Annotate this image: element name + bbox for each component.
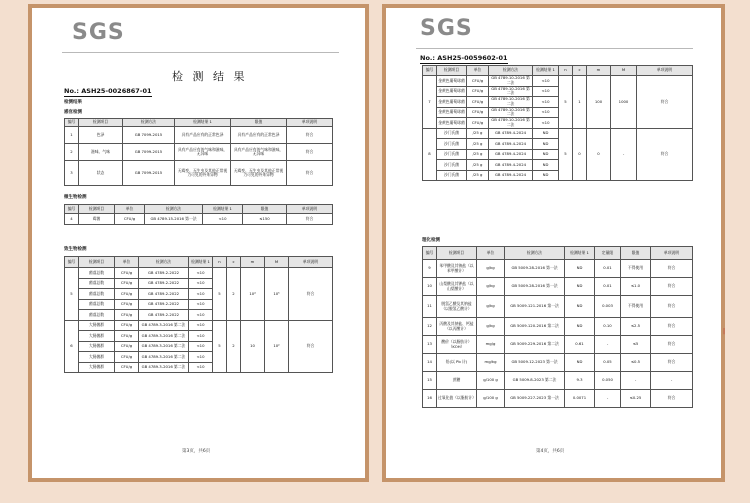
table-cell: CFU/g <box>467 86 489 97</box>
table-cell: 无霉变、无生虫及其他正常视力可见的外来异物 <box>231 161 287 186</box>
table-cell: CFU/g <box>115 341 139 352</box>
table-cell: 符合 <box>637 76 693 129</box>
table-cell: 0.05 <box>595 354 621 372</box>
table-cell: <10 <box>189 289 213 300</box>
table-cell: 0 <box>573 128 587 181</box>
table-cell: 符合 <box>651 336 693 354</box>
table-cell: 16 <box>423 390 437 408</box>
table-cell: <10 <box>533 118 559 129</box>
table-cell: 符合 <box>651 354 693 372</box>
table-cell: GB 4789.10-2016 第二法 <box>489 76 533 87</box>
table-cell: ≤0.25 <box>621 390 651 408</box>
table-row <box>65 268 333 279</box>
table-cell: <10 <box>189 331 213 342</box>
table-cell: g/100 g <box>477 390 505 408</box>
table-cell: <10 <box>189 352 213 363</box>
column-header: 单位 <box>115 205 145 214</box>
table-cell: ND <box>565 260 595 278</box>
table-cell: 不得使用 <box>621 260 651 278</box>
table-cell: <10 <box>189 320 213 331</box>
column-header: 编号 <box>65 257 79 268</box>
chemical-rows <box>423 260 693 408</box>
table-cell: 丙酸及其钠盐、钙盐（以丙酸计） <box>437 318 477 336</box>
table-cell: 5 <box>559 128 573 181</box>
table-cell: 酸价（以脂肪计）（KOH） <box>437 336 477 354</box>
column-header: M <box>611 66 637 76</box>
table-cell: 0.003 <box>595 296 621 318</box>
table-cell: CFU/g <box>115 352 139 363</box>
left-document-page <box>32 8 365 478</box>
table-cell: GB 4789.4-2024 <box>489 170 533 181</box>
table-cell: 金黄色葡萄球菌 <box>437 107 467 118</box>
table-cell: 10 <box>241 320 265 373</box>
table-cell: 5 <box>65 268 79 321</box>
table-header-row <box>65 205 333 214</box>
table-row <box>423 372 693 390</box>
table-cell: 金黄色葡萄球菌 <box>437 97 467 108</box>
table-cell: 11 <box>423 296 437 318</box>
table-cell: 大肠菌群 <box>79 362 115 373</box>
table-header-row <box>65 257 333 268</box>
table-cell: ≤150 <box>243 214 287 225</box>
column-header: 单位 <box>115 257 139 268</box>
table-cell: <10 <box>189 362 213 373</box>
column-header: 检测方法 <box>505 247 565 260</box>
margin-mark: | <box>723 328 726 335</box>
table-cell: 符合 <box>287 127 333 144</box>
column-header: n <box>559 66 573 76</box>
column-header: 限值 <box>621 247 651 260</box>
column-header: 编号 <box>423 247 437 260</box>
table-cell: 0.0071 <box>565 390 595 408</box>
table-cell: CFU/g <box>115 299 139 310</box>
table-row <box>423 354 693 372</box>
column-header: 检测结果 1 <box>189 257 213 268</box>
table-cell: 无霉变、无生虫及其他正常视力可见的外来异物 <box>175 161 231 186</box>
table-cell: 7 <box>423 76 437 129</box>
table-cell: <10 <box>533 107 559 118</box>
table-header-row <box>423 66 693 76</box>
table-cell: ND <box>533 160 559 171</box>
table-cell: 符合 <box>651 390 693 408</box>
chemical-table <box>422 246 693 408</box>
table-cell: CFU/g <box>115 214 145 225</box>
table-cell: 1 <box>65 127 79 144</box>
mold-table <box>64 204 333 225</box>
table-cell: GB 4789.4-2024 <box>489 149 533 160</box>
table-header-row <box>423 247 693 260</box>
column-header: 检测方法 <box>145 205 203 214</box>
table-row <box>65 127 333 144</box>
table-cell: <10 <box>189 268 213 279</box>
table-cell: GB 4789.3-2016 第二法 <box>139 320 189 331</box>
table-cell: CFU/g <box>467 107 489 118</box>
table-cell: GB 4789.4-2024 <box>489 128 533 139</box>
table-cell: GB 5009.227-2023 第一法 <box>505 390 565 408</box>
column-header: 检测项目 <box>79 205 115 214</box>
table-cell: ND <box>565 296 595 318</box>
table-cell: 12 <box>423 318 437 336</box>
table-cell: mg/g <box>477 336 505 354</box>
table-cell: - <box>595 336 621 354</box>
column-header: 检测方法 <box>139 257 189 268</box>
table-cell: ND <box>533 170 559 181</box>
table-cell: CFU/g <box>115 320 139 331</box>
table-cell: GB 5009.12-2023 第一法 <box>505 354 565 372</box>
table-cell: GB 5009.120-2016 第二法 <box>505 318 565 336</box>
table-cell: 6 <box>65 320 79 373</box>
microbe-table-left <box>64 256 333 373</box>
page-number: 第3页，共6页 <box>182 449 211 454</box>
table-group <box>423 128 693 181</box>
table-cell: 大肠菌群 <box>79 331 115 342</box>
table-cell: 色泽 <box>79 127 123 144</box>
table-row <box>423 278 693 296</box>
column-header: 检测方法 <box>123 119 175 127</box>
table-cell: ≤1.0 <box>621 278 651 296</box>
table-cell: <10 <box>533 86 559 97</box>
column-header: 编号 <box>65 119 79 127</box>
table-cell: 符合 <box>651 278 693 296</box>
table-header-row <box>65 119 333 127</box>
column-header: m <box>241 257 265 268</box>
sgs-logo: SGS <box>420 16 473 41</box>
section-label: 检测结果 <box>64 100 82 105</box>
column-header: 单项说明 <box>287 119 333 127</box>
table-cell: <10 <box>189 310 213 321</box>
table-cell: g/kg <box>477 260 505 278</box>
table-row <box>65 214 333 225</box>
table-cell: GB 7099-2015 <box>123 161 175 186</box>
table-cell: 符合 <box>287 161 333 186</box>
table-cell: 符合 <box>651 296 693 318</box>
table-cell: 菌落总数 <box>79 310 115 321</box>
table-cell: 沙门氏菌 <box>437 149 467 160</box>
table-cell: 4 <box>65 214 79 225</box>
table-cell: /25 g <box>467 139 489 150</box>
table-cell: 山梨酸及其钾盐（以山梨酸计） <box>437 278 477 296</box>
column-header: 单项说明 <box>287 205 333 214</box>
table-cell: g/kg <box>477 318 505 336</box>
table-cell: CFU/g <box>467 76 489 87</box>
table-cell: 金黄色葡萄球菌 <box>437 86 467 97</box>
header-divider <box>416 48 693 49</box>
table-cell: ND <box>533 149 559 160</box>
table-cell: g/100 g <box>477 372 505 390</box>
table-cell: 沙门氏菌 <box>437 170 467 181</box>
column-header: 检测项目 <box>79 119 123 127</box>
table-cell: CFU/g <box>115 289 139 300</box>
section-label: 微生物检测 <box>64 195 87 200</box>
table-row <box>423 76 693 87</box>
column-header: 定量限 <box>595 247 621 260</box>
table-cell: 苯甲酸及其钠盐（以苯甲酸计） <box>437 260 477 278</box>
table-cell: - <box>611 128 637 181</box>
table-cell: 具有产品应有的气味和滋味，无异味 <box>175 144 231 161</box>
table-cell: 2 <box>65 144 79 161</box>
table-cell: 符合 <box>651 260 693 278</box>
column-header: 限值 <box>231 119 287 127</box>
table-cell: 100 <box>587 76 611 129</box>
table-cell: /25 g <box>467 170 489 181</box>
table-cell: 0 <box>587 128 611 181</box>
table-cell: 2 <box>227 268 241 321</box>
table-cell: GB 4789.2-2022 <box>139 299 189 310</box>
table-cell: 9 <box>423 260 437 278</box>
table-cell: 金黄色葡萄球菌 <box>437 118 467 129</box>
column-header: c <box>227 257 241 268</box>
table-cell: ≤5 <box>621 336 651 354</box>
table-cell: GB 4789.2-2022 <box>139 268 189 279</box>
table-cell: 8 <box>423 128 437 181</box>
column-header: 检测项目 <box>79 257 115 268</box>
table-cell: 5 <box>213 268 227 321</box>
table-cell: 14 <box>423 354 437 372</box>
table-cell: GB 4789.4-2024 <box>489 160 533 171</box>
table-cell: <10 <box>533 76 559 87</box>
table-row <box>423 336 693 354</box>
table-cell: 符合 <box>651 318 693 336</box>
table-row <box>423 296 693 318</box>
table-cell: GB 5009.229-2016 第二法 <box>505 336 565 354</box>
table-cell: 符合 <box>287 144 333 161</box>
table-cell: 铅(以 Pb 计) <box>437 354 477 372</box>
table-cell: 符合 <box>637 128 693 181</box>
table-cell: 大肠菌群 <box>79 341 115 352</box>
column-header: 检测结果 1 <box>533 66 559 76</box>
table-cell: 符合 <box>289 268 333 321</box>
table-cell: 1 <box>573 76 587 129</box>
column-header: m <box>587 66 611 76</box>
column-header: 单项说明 <box>289 257 333 268</box>
report-number: No.: ASH25-0026867-01 <box>64 87 152 95</box>
column-header: 编号 <box>65 205 79 214</box>
table-cell: CFU/g <box>467 97 489 108</box>
table-cell: GB 5009.8-2023 第二法 <box>505 372 565 390</box>
table-cell: GB 5009.121-2016 第一法 <box>505 296 565 318</box>
table-cell: GB 4789.3-2016 第二法 <box>139 341 189 352</box>
table-cell: GB 4789.3-2016 第二法 <box>139 362 189 373</box>
table-cell: <10 <box>533 97 559 108</box>
table-cell: GB 4789.10-2016 第二法 <box>489 86 533 97</box>
table-cell: 过氧化值（以脂肪计） <box>437 390 477 408</box>
table-cell: GB 7099-2015 <box>123 127 175 144</box>
table-row <box>423 390 693 408</box>
table-cell: GB 4789.10-2016 第二法 <box>489 97 533 108</box>
table-cell: 沙门氏菌 <box>437 139 467 150</box>
sgs-logo: SGS <box>72 20 125 45</box>
table-cell: 15 <box>423 372 437 390</box>
table-cell: 9.3 <box>565 372 595 390</box>
table-cell: CFU/g <box>467 118 489 129</box>
page-title: 检 测 结 果 <box>172 70 248 83</box>
table-cell: ND <box>533 139 559 150</box>
column-header: 检测项目 <box>437 247 477 260</box>
column-header: 限值 <box>243 205 287 214</box>
table-cell: GB 4789.10-2016 第二法 <box>489 118 533 129</box>
table-row <box>65 161 333 186</box>
table-cell: GB 5009.28-2016 第一法 <box>505 278 565 296</box>
sensory-table <box>64 118 333 186</box>
table-cell: 具有产品应有的正常色泽 <box>231 127 287 144</box>
table-row <box>65 320 333 331</box>
table-cell: 大肠菌群 <box>79 352 115 363</box>
table-cell: 5 <box>559 76 573 129</box>
column-header: 检测方法 <box>489 66 533 76</box>
table-cell: GB 4789.15-2016 第一法 <box>145 214 203 225</box>
table-cell: GB 4789.10-2016 第二法 <box>489 107 533 118</box>
table-cell: 1000 <box>611 76 637 129</box>
table-cell: CFU/g <box>115 278 139 289</box>
column-header: 单项说明 <box>651 247 693 260</box>
table-cell: GB 4789.4-2024 <box>489 139 533 150</box>
table-cell: <10 <box>189 299 213 310</box>
table-row <box>423 318 693 336</box>
table-cell: /25 g <box>467 160 489 171</box>
table-cell: GB 4789.3-2016 第二法 <box>139 331 189 342</box>
table-cell: 不得使用 <box>621 296 651 318</box>
table-cell: CFU/g <box>115 331 139 342</box>
column-header: 单位 <box>477 247 505 260</box>
table-cell: /25 g <box>467 149 489 160</box>
table-cell: 符合 <box>289 320 333 373</box>
table-cell: 菌落总数 <box>79 268 115 279</box>
column-header: 单位 <box>467 66 489 76</box>
table-cell: 沙门氏菌 <box>437 160 467 171</box>
table-group <box>65 320 333 373</box>
column-header: n <box>213 257 227 268</box>
table-cell: GB 4789.2-2022 <box>139 289 189 300</box>
table-cell: 脱氢乙酸及其钠盐（以脱氢乙酸计） <box>437 296 477 318</box>
table-cell: /25 g <box>467 128 489 139</box>
column-header: M <box>265 257 289 268</box>
table-cell: ND <box>565 278 595 296</box>
report-number: No.: ASH25-0059602-01 <box>420 54 508 62</box>
header-divider <box>62 52 339 53</box>
table-cell: CFU/g <box>115 310 139 321</box>
table-cell: 0.61 <box>565 336 595 354</box>
column-header: 检测结果 1 <box>565 247 595 260</box>
table-row <box>423 128 693 139</box>
table-cell: ND <box>565 354 595 372</box>
table-cell: 菌落总数 <box>79 299 115 310</box>
table-row <box>65 144 333 161</box>
table-cell: ND <box>533 128 559 139</box>
table-cell: 蔗糖 <box>437 372 477 390</box>
right-document-frame <box>382 4 725 482</box>
microbe-table-right <box>422 65 693 181</box>
table-cell: 3 <box>65 161 79 186</box>
column-header: 单项说明 <box>637 66 693 76</box>
table-cell: 沙门氏菌 <box>437 128 467 139</box>
table-cell: <10 <box>203 214 243 225</box>
table-cell: ≤2.5 <box>621 318 651 336</box>
table-cell: 具有产品应有的正常色泽 <box>175 127 231 144</box>
table-cell: 状态 <box>79 161 123 186</box>
table-cell: ND <box>565 318 595 336</box>
table-cell: GB 7099-2015 <box>123 144 175 161</box>
page-number: 第4页，共6页 <box>536 449 565 454</box>
right-document-page <box>386 8 726 478</box>
table-group <box>423 76 693 129</box>
table-cell: mg/kg <box>477 354 505 372</box>
table-cell: 菌落总数 <box>79 289 115 300</box>
table-cell: - <box>595 390 621 408</box>
table-cell: 13 <box>423 336 437 354</box>
section-label: 感官检测 <box>64 110 82 115</box>
table-cell: 大肠菌群 <box>79 320 115 331</box>
table-cell: 0.01 <box>595 278 621 296</box>
column-header: 编号 <box>423 66 437 76</box>
table-cell: GB 4789.2-2022 <box>139 278 189 289</box>
table-cell: 0.050 <box>595 372 621 390</box>
table-cell: GB 4789.2-2022 <box>139 310 189 321</box>
table-cell: CFU/g <box>115 362 139 373</box>
table-cell: 10⁴ <box>241 268 265 321</box>
table-cell: - <box>621 372 651 390</box>
table-cell: 10² <box>265 320 289 373</box>
table-cell: 2 <box>227 320 241 373</box>
column-header: 检测结果 1 <box>203 205 243 214</box>
section-label: 理化检测 <box>422 238 440 243</box>
table-cell: 0.10 <box>595 318 621 336</box>
table-cell: GB 5009.28-2016 第一法 <box>505 260 565 278</box>
table-row <box>423 260 693 278</box>
table-cell: g/kg <box>477 296 505 318</box>
column-header: 检测项目 <box>437 66 467 76</box>
table-cell: g/kg <box>477 278 505 296</box>
table-cell: ≤0.5 <box>621 354 651 372</box>
table-cell: 符合 <box>287 214 333 225</box>
table-cell: <10 <box>189 278 213 289</box>
table-cell: 5 <box>213 320 227 373</box>
table-cell: 菌落总数 <box>79 278 115 289</box>
table-cell: - <box>651 372 693 390</box>
section-label: 致生物检测 <box>64 247 87 252</box>
table-cell: <10 <box>189 341 213 352</box>
table-cell: GB 4789.3-2016 第二法 <box>139 352 189 363</box>
table-cell: 霉菌 <box>79 214 115 225</box>
column-header: c <box>573 66 587 76</box>
table-cell: 滋味、气味 <box>79 144 123 161</box>
table-cell: 金黄色葡萄球菌 <box>437 76 467 87</box>
column-header: 检测结果 1 <box>175 119 231 127</box>
table-group <box>65 268 333 321</box>
table-cell: 10 <box>423 278 437 296</box>
table-cell: 0.01 <box>595 260 621 278</box>
table-cell: 具有产品应有的气味和滋味，无异味 <box>231 144 287 161</box>
left-document-frame <box>28 4 369 482</box>
table-cell: CFU/g <box>115 268 139 279</box>
table-cell: 10⁵ <box>265 268 289 321</box>
